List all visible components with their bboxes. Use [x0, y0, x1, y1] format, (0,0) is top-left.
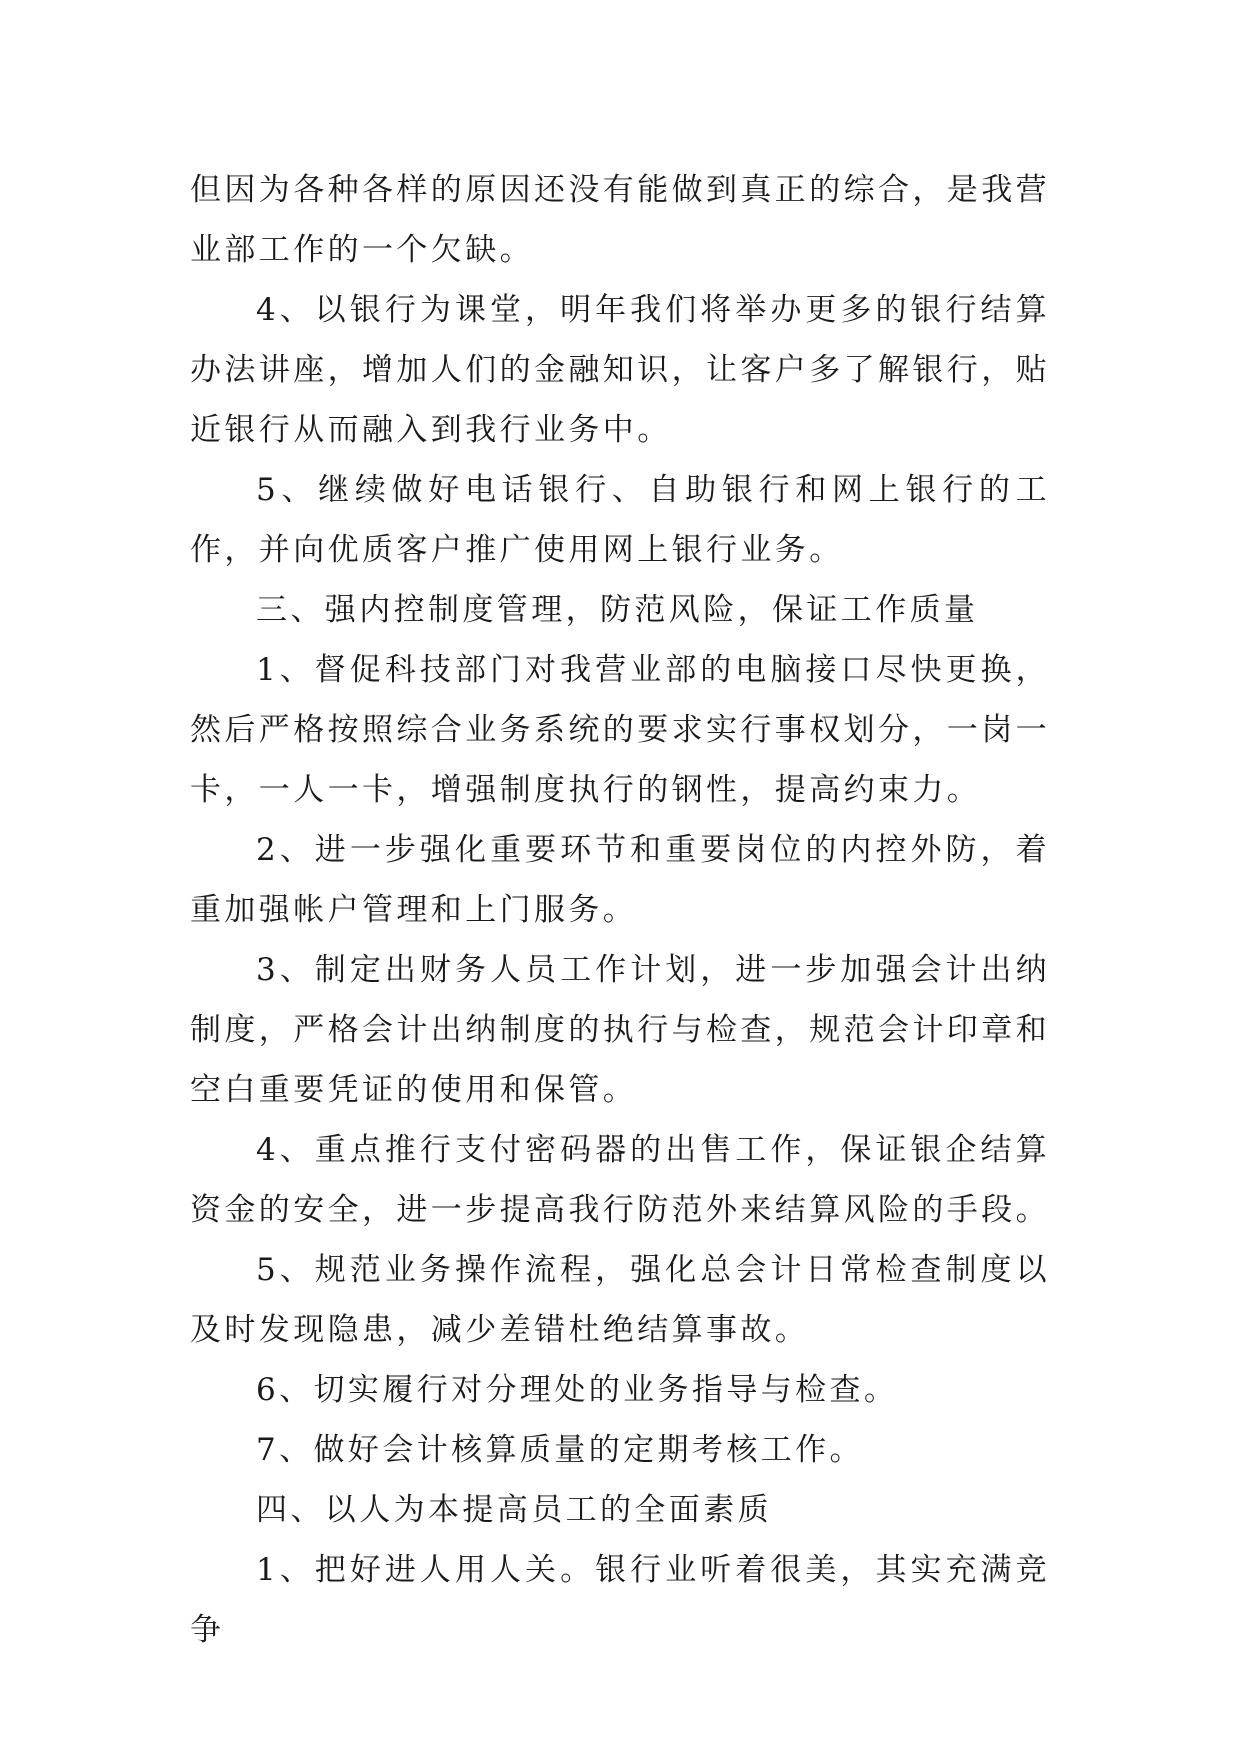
paragraph-8: 4、重点推行支付密码器的出售工作，保证银企结算资金的安全，进一步提高我行防范外来结算风险的手段。	[190, 1132, 1050, 1228]
paragraph-7: 3、制定出财务人员工作计划，进一步加强会计出纳制度，严格会计出纳制度的执行与检查，规范会计印章和空白重要凭证的使用和保管。	[190, 952, 1050, 1108]
section-heading-3: 三、强内控制度管理，防范风险，保证工作质量	[256, 592, 979, 628]
paragraph-10: 6、切实履行对分理处的业务指导与检查。	[256, 1372, 899, 1408]
paragraph-3: 5、继续做好电话银行、自助银行和网上银行的工作，并向优质客户推广使用网上银行业务。	[190, 472, 1050, 568]
paragraph-13: 1、把好进人用人关。银行业听着很美，其实充满竞争	[190, 1552, 1050, 1648]
document-page	[190, 160, 1050, 1660]
paragraph-9: 5、规范业务操作流程，强化总会计日常检查制度以及时发现隐患，减少差错杜绝结算事故。	[190, 1252, 1050, 1348]
paragraph-6: 2、进一步强化重要环节和重要岗位的内控外防，着重加强帐户管理和上门服务。	[190, 832, 1050, 928]
section-heading-4: 四、以人为本提高员工的全面素质	[256, 1492, 772, 1528]
paragraph-1: 但因为各种各样的原因还没有能做到真正的综合，是我营业部工作的一个欠缺。	[190, 172, 1050, 268]
paragraph-2: 4、以银行为课堂，明年我们将举办更多的银行结算办法讲座，增加人们的金融知识，让客户多了解银行，贴近银行从而融入到我行业务中。	[190, 292, 1050, 448]
paragraph-11: 7、做好会计核算质量的定期考核工作。	[256, 1432, 864, 1468]
paragraph-5: 1、督促科技部门对我营业部的电脑接口尽快更换，然后严格按照综合业务系统的要求实行事权划分，一岗一卡，一人一卡，增强制度执行的钢性，提高约束力。	[190, 652, 1050, 808]
